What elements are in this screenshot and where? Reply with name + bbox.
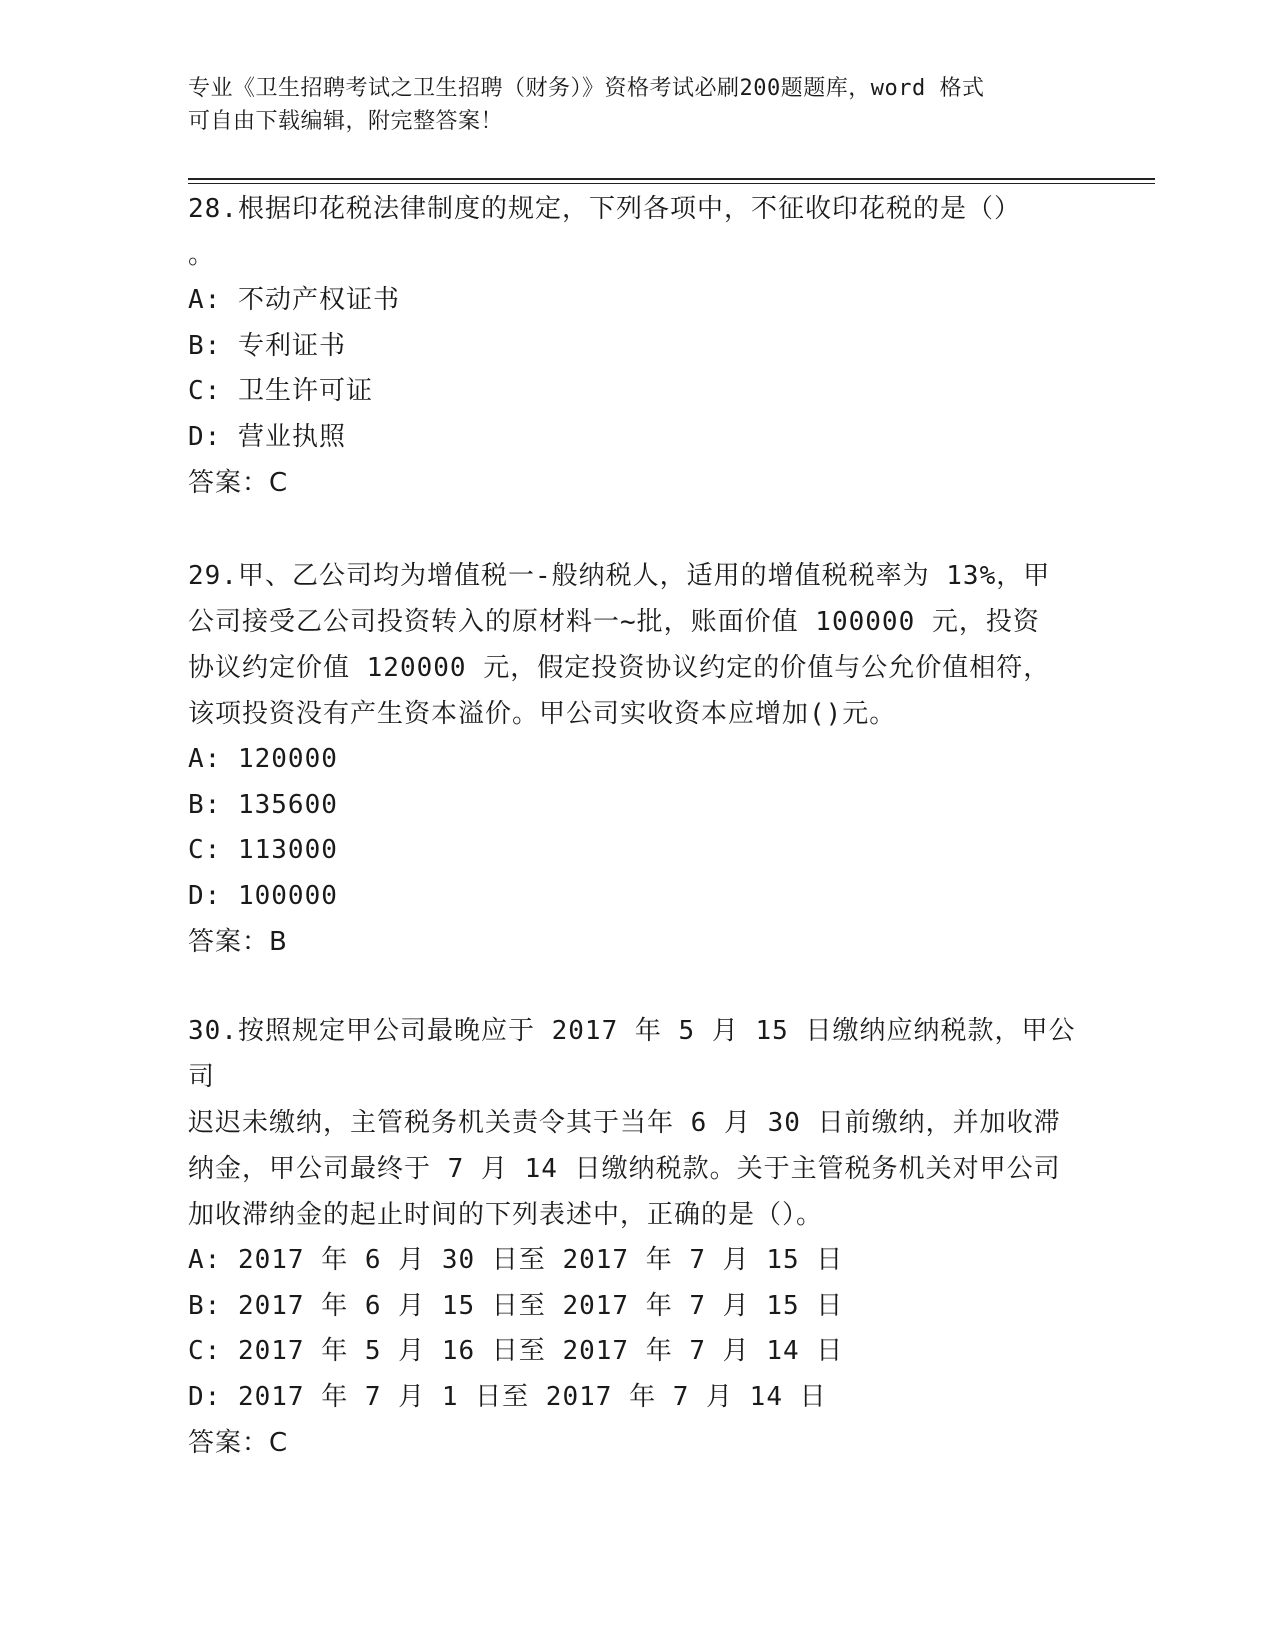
option-b: B: 135600 bbox=[188, 789, 338, 820]
option-d: D: 2017 年 7 月 1 日至 2017 年 7 月 14 日 bbox=[188, 1381, 827, 1412]
question-29 bbox=[188, 553, 1088, 965]
question-stem-line: 29.甲、乙公司均为增值税一-般纳税人，适用的增值税税率为 13%，甲 bbox=[188, 561, 1051, 591]
option-c: C: 113000 bbox=[188, 835, 338, 865]
question-stem-line: 协议约定价值 120000 元，假定投资协议约定的价值与公允价值相符， bbox=[188, 653, 1051, 683]
question-stem-line: 纳金，甲公司最终于 7 月 14 日缴纳税款。关于主管税务机关对甲公司 bbox=[188, 1154, 1061, 1184]
option-a: A: 120000 bbox=[188, 744, 338, 774]
question-stem-line: 28.根据印花税法律制度的规定，下列各项中，不征收印花税的是（） bbox=[188, 194, 1021, 224]
option-b: B: 专利证书 bbox=[188, 330, 346, 361]
question-stem-line: 加收滞纳金的起止时间的下列表述中，正确的是（）。 bbox=[188, 1200, 824, 1230]
question-stem-line: 公司接受乙公司投资转入的原材料一~批，账面价值 100000 元，投资 bbox=[188, 607, 1040, 637]
header-line-2: 可自由下载编辑，附完整答案！ bbox=[188, 109, 504, 134]
header-line-1: 专业《卫生招聘考试之卫生招聘（财务）》资格考试必刷200题题库，word 格式 bbox=[188, 76, 985, 101]
option-c: C: 卫生许可证 bbox=[188, 376, 373, 406]
option-d: D: 100000 bbox=[188, 880, 338, 911]
option-a: A: 不动产权证书 bbox=[188, 285, 400, 315]
question-28 bbox=[188, 186, 1088, 506]
answer-line: 答案：C bbox=[188, 1428, 289, 1458]
option-c: C: 2017 年 5 月 16 日至 2017 年 7 月 14 日 bbox=[188, 1336, 844, 1366]
question-stem-line: 该项投资没有产生资本溢价。甲公司实收资本应增加()元。 bbox=[188, 699, 897, 729]
document-header bbox=[188, 72, 1088, 138]
answer-line: 答案：B bbox=[188, 927, 288, 957]
header-rule-thick bbox=[188, 178, 1155, 180]
header-rule-thin bbox=[188, 183, 1155, 184]
question-stem-line: 。 bbox=[188, 240, 216, 270]
question-stem-line: 30.按照规定甲公司最晚应于 2017 年 5 月 15 日缴纳应纳税款，甲公司 bbox=[188, 1016, 1076, 1092]
question-30 bbox=[188, 1008, 1088, 1466]
question-stem-line: 迟迟未缴纳，主管税务机关责令其于当年 6 月 30 日前缴纳，并加收滞 bbox=[188, 1108, 1061, 1138]
option-d: D: 营业执照 bbox=[188, 421, 346, 452]
option-a: A: 2017 年 6 月 30 日至 2017 年 7 月 15 日 bbox=[188, 1245, 844, 1275]
option-b: B: 2017 年 6 月 15 日至 2017 年 7 月 15 日 bbox=[188, 1290, 844, 1321]
answer-line: 答案：C bbox=[188, 468, 289, 498]
